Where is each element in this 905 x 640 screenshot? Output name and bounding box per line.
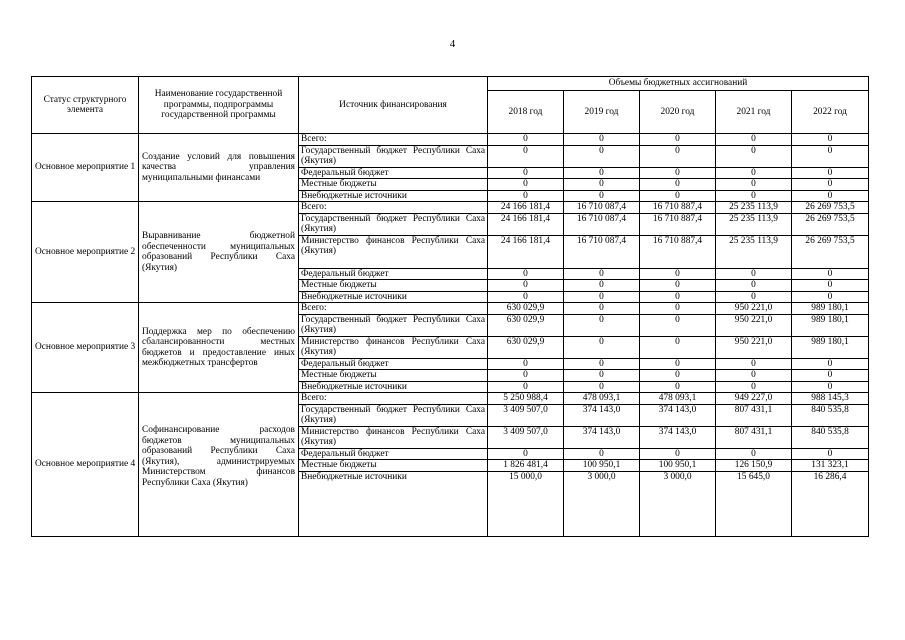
value-cell: 0 (792, 179, 869, 191)
value-cell: 949 227,0 (716, 393, 792, 405)
value-cell: 16 710 887,4 (640, 213, 716, 235)
value-cell: 3 409 507,0 (488, 404, 564, 426)
source-cell: Всего: (299, 134, 488, 146)
value-cell: 0 (488, 280, 564, 292)
value-cell: 374 143,0 (640, 404, 716, 426)
status-cell: Основное мероприятие 3 (32, 303, 139, 393)
value-cell: 0 (640, 381, 716, 393)
value-cell: 0 (716, 134, 792, 146)
value-cell: 630 029,9 (488, 336, 564, 358)
value-cell: 0 (564, 358, 640, 370)
budget-table (31, 76, 869, 537)
source-cell: Государственный бюджет Республики Саха (Якутия) (299, 145, 488, 167)
value-cell: 16 710 087,4 (564, 202, 640, 214)
volumes-header: Объемы бюджетных ассигнований (488, 77, 869, 91)
value-cell: 0 (564, 268, 640, 280)
value-cell: 807 431,1 (716, 404, 792, 426)
value-cell: 478 093,1 (640, 393, 716, 405)
value-cell: 0 (488, 448, 564, 460)
value-cell: 840 535,8 (792, 426, 869, 448)
source-cell: Федеральный бюджет (299, 448, 488, 460)
value-cell: 0 (488, 381, 564, 393)
table-body (32, 134, 869, 537)
value-cell: 0 (564, 179, 640, 191)
source-cell: Федеральный бюджет (299, 358, 488, 370)
value-cell: 0 (792, 145, 869, 167)
year-header: 2018 год (488, 91, 564, 134)
source-cell: Федеральный бюджет (299, 268, 488, 280)
source-cell: Государственный бюджет Республики Саха (Якутия) (299, 213, 488, 235)
value-cell: 0 (716, 381, 792, 393)
value-cell: 0 (716, 291, 792, 303)
source-cell: Федеральный бюджет (299, 167, 488, 179)
value-cell: 0 (640, 268, 716, 280)
source-cell: Местные бюджеты (299, 280, 488, 292)
value-cell: 16 710 087,4 (564, 213, 640, 235)
value-cell: 0 (640, 358, 716, 370)
value-cell: 26 269 753,5 (792, 202, 869, 214)
table-row (32, 303, 869, 315)
value-cell: 0 (640, 448, 716, 460)
value-cell: 374 143,0 (564, 404, 640, 426)
source-cell: Местные бюджеты (299, 370, 488, 382)
year-header: 2021 год (716, 91, 792, 134)
value-cell: 0 (716, 358, 792, 370)
source-cell: Внебюджетные источники (299, 190, 488, 202)
source-cell: Внебюджетные источники (299, 471, 488, 536)
year-header: 2020 год (640, 91, 716, 134)
value-cell: 807 431,1 (716, 426, 792, 448)
status-cell: Основное мероприятие 1 (32, 134, 139, 202)
value-cell: 16 710 887,4 (640, 202, 716, 214)
source-cell: Всего: (299, 202, 488, 214)
value-cell: 0 (564, 291, 640, 303)
value-cell: 0 (640, 190, 716, 202)
value-cell: 0 (564, 134, 640, 146)
value-cell: 0 (792, 190, 869, 202)
value-cell: 0 (564, 145, 640, 167)
source-cell: Всего: (299, 393, 488, 405)
value-cell: 3 000,0 (640, 471, 716, 536)
value-cell: 25 235 113,9 (716, 213, 792, 235)
value-cell: 0 (564, 167, 640, 179)
value-cell: 374 143,0 (640, 426, 716, 448)
value-cell: 15 000,0 (488, 471, 564, 536)
value-cell: 0 (640, 280, 716, 292)
value-cell: 3 409 507,0 (488, 426, 564, 448)
value-cell: 26 269 753,5 (792, 235, 869, 268)
value-cell: 0 (640, 314, 716, 336)
value-cell: 16 710 887,4 (640, 235, 716, 268)
value-cell: 630 029,9 (488, 314, 564, 336)
value-cell: 5 250 988,4 (488, 393, 564, 405)
table-row (32, 202, 869, 214)
value-cell: 0 (640, 134, 716, 146)
source-cell: Внебюджетные источники (299, 381, 488, 393)
value-cell: 0 (640, 291, 716, 303)
value-cell: 0 (640, 370, 716, 382)
value-cell: 0 (716, 370, 792, 382)
value-cell: 0 (564, 370, 640, 382)
source-cell: Внебюджетные источники (299, 291, 488, 303)
value-cell: 0 (564, 336, 640, 358)
program-name-cell: Создание условий для повышения качества управления муниципальными финансами (139, 134, 299, 202)
value-cell: 100 950,1 (564, 460, 640, 472)
program-name-cell: Поддержка мер по обеспечению сбалансированности местных бюджетов и предоставление иных межбюджетных трансфертов (139, 303, 299, 393)
value-cell: 0 (640, 336, 716, 358)
value-cell: 0 (792, 268, 869, 280)
value-cell: 988 145,3 (792, 393, 869, 405)
value-cell: 3 000,0 (564, 471, 640, 536)
program-name-cell: Выравнивание бюджетной обеспеченности муниципальных образований Республики Саха (Якутия) (139, 202, 299, 303)
source-cell: Министерство финансов Республики Саха (Якутия) (299, 336, 488, 358)
source-cell: Государственный бюджет Республики Саха (Якутия) (299, 314, 488, 336)
value-cell: 0 (792, 291, 869, 303)
value-cell: 25 235 113,9 (716, 235, 792, 268)
value-cell: 989 180,1 (792, 303, 869, 315)
program-name-cell: Софинансирование расходов бюджетов муниципальных образований Республики Саха (Якутия), администрируемых Министерством финансов Республики Саха (Якутия) (139, 393, 299, 537)
value-cell: 630 029,9 (488, 303, 564, 315)
value-cell: 24 166 181,4 (488, 235, 564, 268)
value-cell: 0 (488, 179, 564, 191)
value-cell: 26 269 753,5 (792, 213, 869, 235)
value-cell: 0 (716, 280, 792, 292)
value-cell: 950 221,0 (716, 314, 792, 336)
value-cell: 0 (488, 167, 564, 179)
value-cell: 0 (564, 448, 640, 460)
value-cell: 0 (792, 167, 869, 179)
value-cell: 0 (640, 303, 716, 315)
year-header: 2019 год (564, 91, 640, 134)
table-row (32, 134, 869, 146)
source-cell: Местные бюджеты (299, 460, 488, 472)
value-cell: 0 (716, 190, 792, 202)
source-cell: Министерство финансов Республики Саха (Якутия) (299, 426, 488, 448)
source-cell: Местные бюджеты (299, 179, 488, 191)
value-cell: 0 (716, 448, 792, 460)
value-cell: 0 (640, 179, 716, 191)
value-cell: 478 093,1 (564, 393, 640, 405)
value-cell: 0 (792, 381, 869, 393)
status-cell: Основное мероприятие 2 (32, 202, 139, 303)
value-cell: 840 535,8 (792, 404, 869, 426)
value-cell: 100 950,1 (640, 460, 716, 472)
value-cell: 0 (488, 370, 564, 382)
value-cell: 1 826 481,4 (488, 460, 564, 472)
source-cell: Министерство финансов Республики Саха (Якутия) (299, 235, 488, 268)
value-cell: 0 (564, 303, 640, 315)
name-header: Наименование государственной программы, подпрограммы государственной программы (139, 77, 299, 134)
value-cell: 989 180,1 (792, 314, 869, 336)
value-cell: 25 235 113,9 (716, 202, 792, 214)
value-cell: 0 (716, 145, 792, 167)
value-cell: 374 143,0 (564, 426, 640, 448)
value-cell: 950 221,0 (716, 303, 792, 315)
value-cell: 0 (640, 145, 716, 167)
value-cell: 16 710 087,4 (564, 235, 640, 268)
source-cell: Всего: (299, 303, 488, 315)
value-cell: 0 (564, 190, 640, 202)
value-cell: 0 (792, 358, 869, 370)
value-cell: 0 (792, 448, 869, 460)
value-cell: 126 150,9 (716, 460, 792, 472)
source-cell: Государственный бюджет Республики Саха (Якутия) (299, 404, 488, 426)
value-cell: 0 (716, 167, 792, 179)
value-cell: 0 (792, 280, 869, 292)
value-cell: 24 166 181,4 (488, 213, 564, 235)
value-cell: 0 (564, 280, 640, 292)
value-cell: 950 221,0 (716, 336, 792, 358)
value-cell: 989 180,1 (792, 336, 869, 358)
value-cell: 24 166 181,4 (488, 202, 564, 214)
page-number: 4 (449, 38, 456, 50)
value-cell: 0 (488, 134, 564, 146)
value-cell: 0 (716, 268, 792, 280)
value-cell: 0 (488, 145, 564, 167)
value-cell: 0 (640, 167, 716, 179)
value-cell: 0 (792, 370, 869, 382)
value-cell: 0 (564, 381, 640, 393)
value-cell: 15 645,0 (716, 471, 792, 536)
value-cell: 0 (488, 268, 564, 280)
source-header: Источник финансирования (299, 77, 488, 134)
value-cell: 0 (792, 134, 869, 146)
value-cell: 0 (488, 291, 564, 303)
table-row (32, 393, 869, 405)
value-cell: 0 (488, 358, 564, 370)
value-cell: 131 323,1 (792, 460, 869, 472)
value-cell: 16 286,4 (792, 471, 869, 536)
status-header: Статус структурного элемента (32, 77, 139, 134)
status-cell: Основное мероприятие 4 (32, 393, 139, 537)
value-cell: 0 (564, 314, 640, 336)
year-header: 2022 год (792, 91, 869, 134)
value-cell: 0 (716, 179, 792, 191)
value-cell: 0 (488, 190, 564, 202)
